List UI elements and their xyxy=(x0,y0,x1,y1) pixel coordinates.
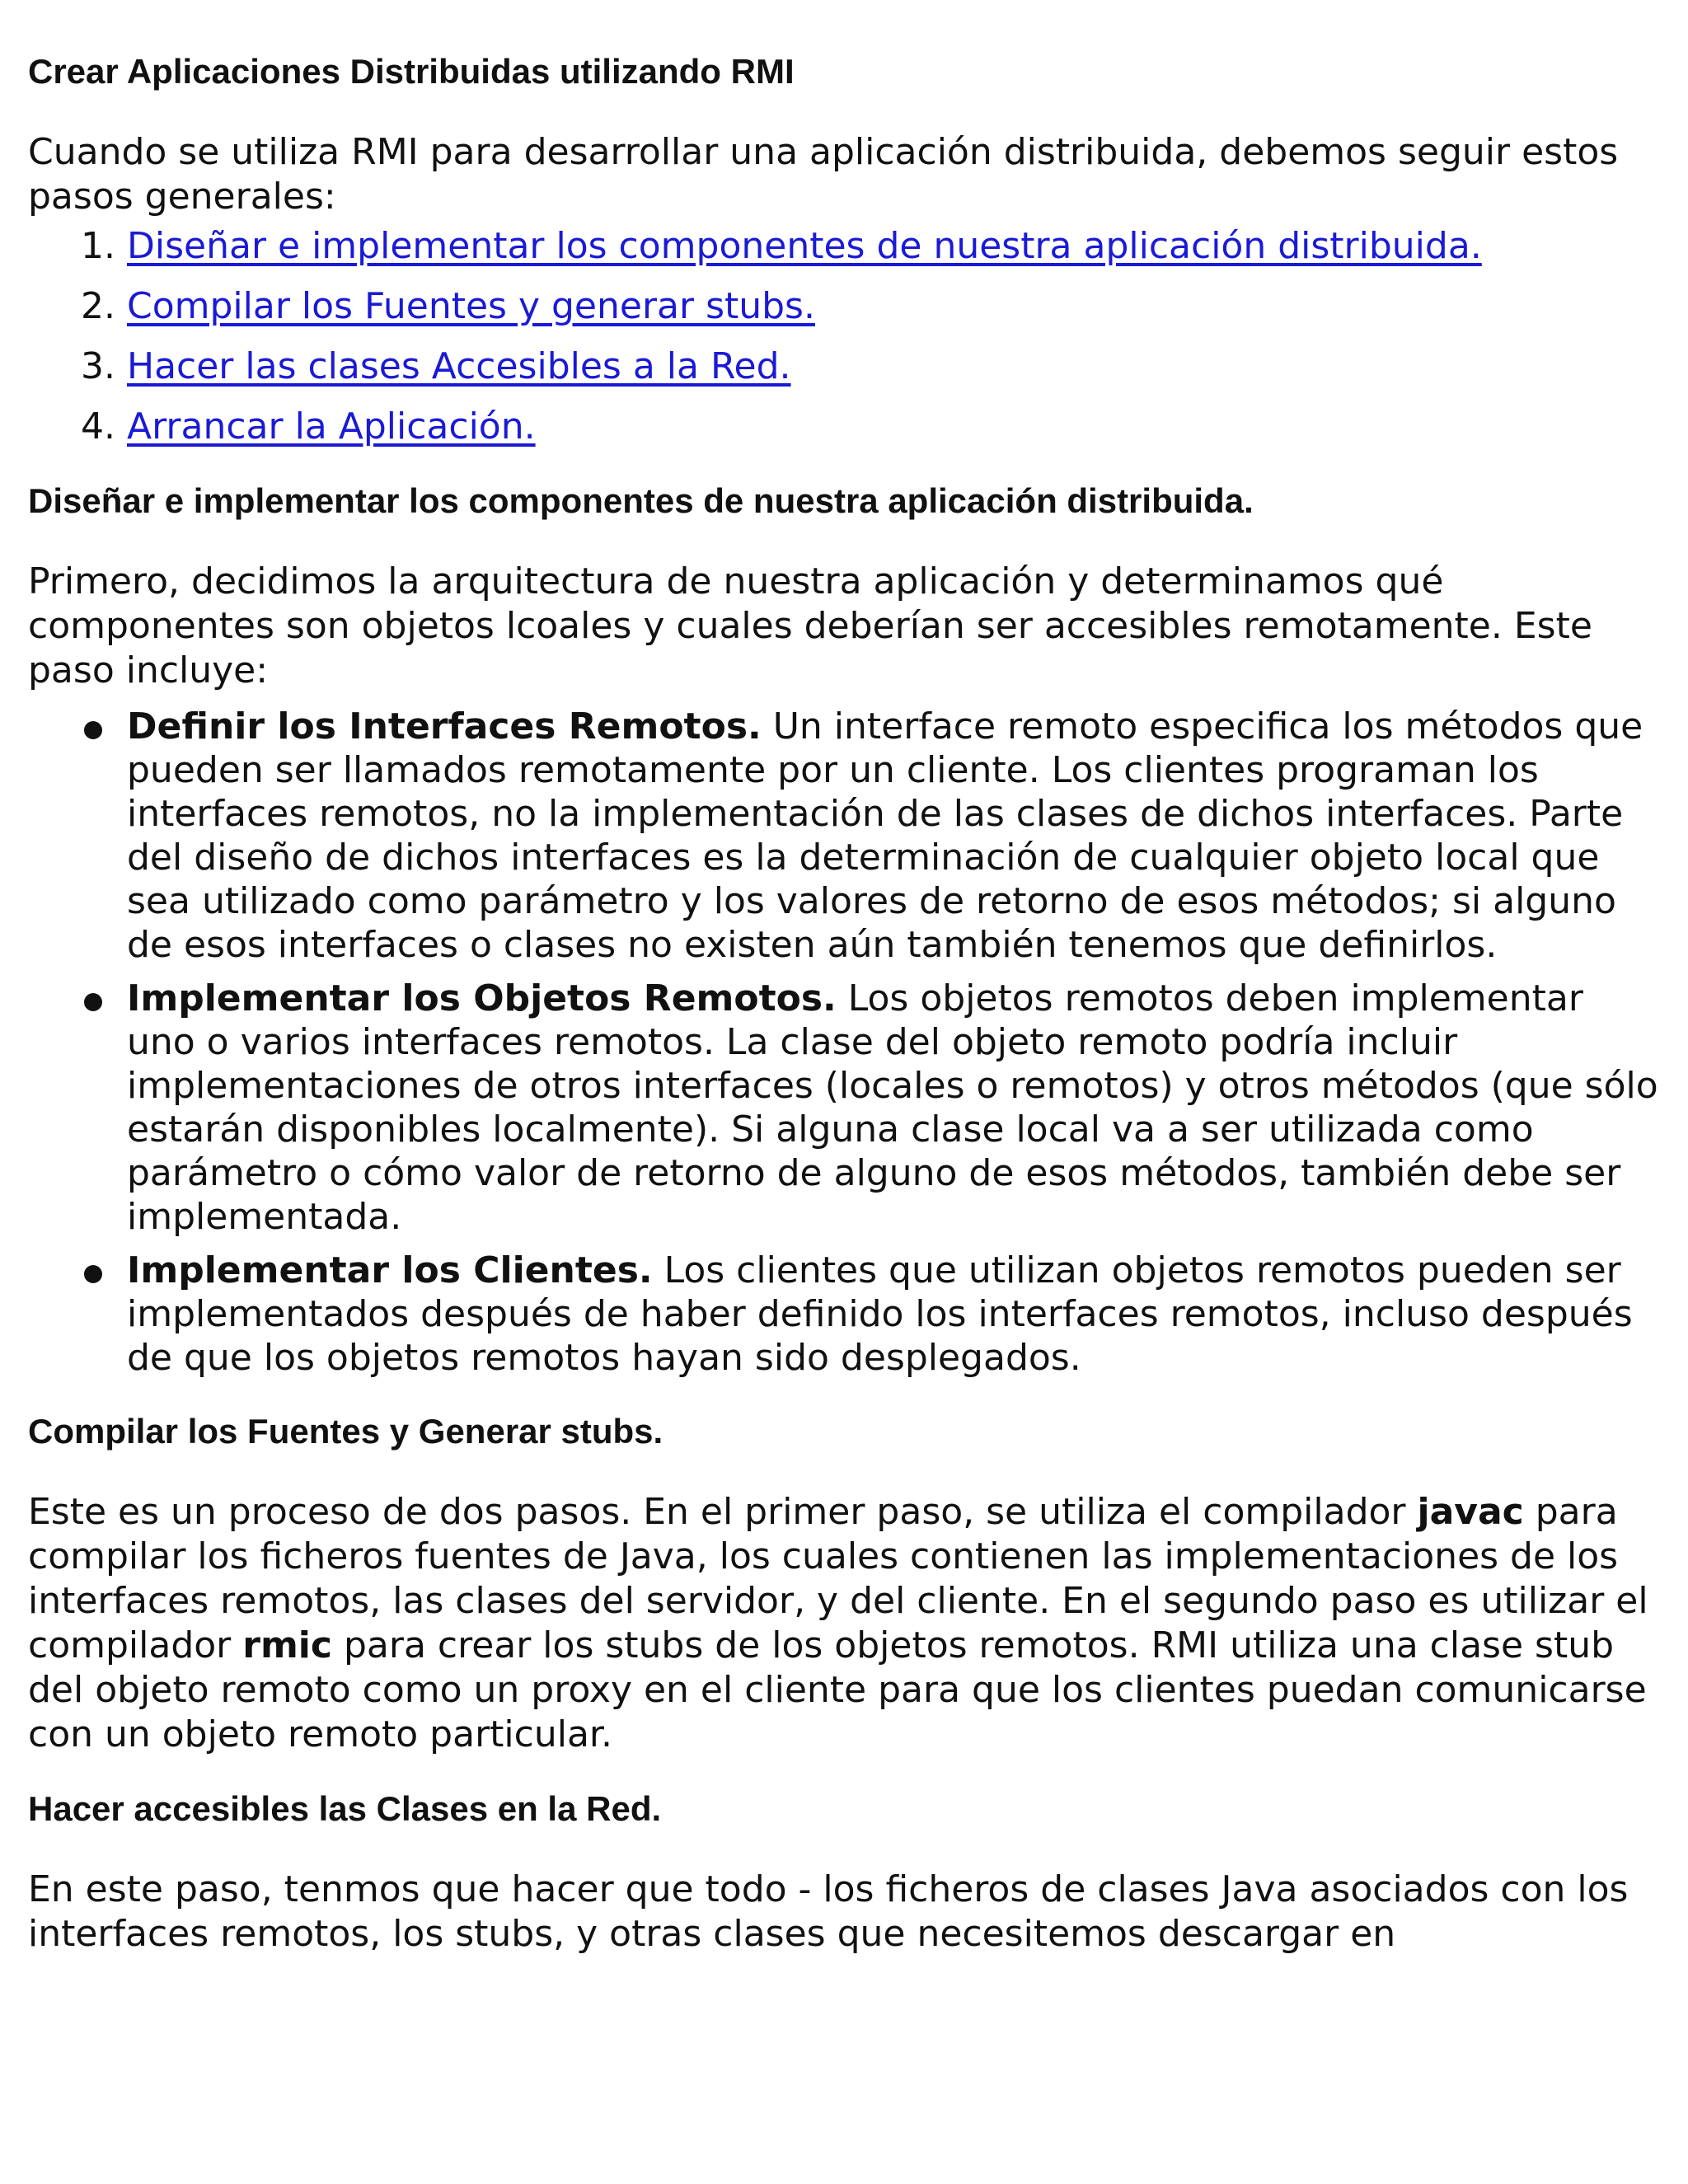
step-link-network[interactable]: Hacer las clases Accesibles a la Red. xyxy=(127,345,791,387)
item-term: Definir los Interfaces Remotos. xyxy=(127,705,762,748)
step-link-start[interactable]: Arrancar la Aplicación. xyxy=(127,405,536,448)
design-items-list xyxy=(28,705,1660,1380)
rmic-command: rmic xyxy=(242,1624,332,1666)
step-link-compile[interactable]: Compilar los Fuentes y generar stubs. xyxy=(127,285,815,327)
list-item-define-interfaces xyxy=(127,705,1660,967)
bullet-icon xyxy=(84,721,102,739)
javac-command: javac xyxy=(1417,1491,1524,1533)
section-heading-compile: Compilar los Fuentes y Generar stubs. xyxy=(28,1412,663,1451)
page-title: Crear Aplicaciones Distribuidas utilizando RMI xyxy=(28,52,795,91)
item-text: Los objetos remotos deben implementar uno o varios interfaces remotos. La clase del objeto remoto podría incluir implementaciones de otros interfaces (locales o remotos) y otros métodos (que sólo estarán disponibles localmente). Si alguna clase local va a ser utilizada como parámetro o cómo valor de retorno de alguno de esos métodos, también debe ser implementada. xyxy=(127,977,1658,1238)
section-heading-network: Hacer accesibles las Clases en la Red. xyxy=(28,1789,662,1828)
bullet-icon xyxy=(84,993,102,1011)
step-item-4 xyxy=(127,405,1660,449)
step-item-1 xyxy=(127,224,1660,269)
item-text: Los clientes que utilizan objetos remotos pueden ser implementados después de haber definido los interfaces remotos, incluso después de que los objetos remotos hayan sido desplegados. xyxy=(127,1249,1633,1379)
intro-paragraph: Cuando se utiliza RMI para desarrollar una aplicación distribuida, debemos seguir estos pasos generales: xyxy=(28,131,1619,218)
item-term: Implementar los Clientes. xyxy=(127,1249,653,1291)
bullet-icon xyxy=(84,1265,102,1283)
section-paragraph-design: Primero, decidimos la arquitectura de nuestra aplicación y determinamos qué componentes son objetos lcoales y cuales deberían ser accesibles remotamente. Este paso incluye: xyxy=(28,560,1592,691)
paragraph-text: Este es un proceso de dos pasos. En el primer paso, se utiliza el compilador xyxy=(28,1491,1418,1533)
section-paragraph-compile xyxy=(28,1490,1660,1757)
list-item-implement-objects xyxy=(127,977,1660,1239)
step-item-2 xyxy=(127,284,1660,329)
paragraph-text: para crear los stubs de los objetos remotos. RMI utiliza una clase stub del objeto remoto como un proxy en el cliente para que los clientes puedan comunicarse con un objeto remoto particular. xyxy=(28,1624,1647,1755)
list-item-implement-clients xyxy=(127,1249,1660,1380)
section-paragraph-network: En este paso, tenmos que hacer que todo - los ficheros de clases Java asociados con los interfaces remotos, los stubs, y otras clases que necesitemos descargar en xyxy=(28,1868,1629,1955)
item-text: Un interface remoto especifica los métodos que pueden ser llamados remotamente por un cliente. Los clientes programan los interfaces remotos, no la implementación de las clases de dichos interfaces. Parte del diseño de dichos interfaces es la determinación de cualquier objeto local que sea utilizado como parámetro y los valores de retorno de esos métodos; si alguno de esos interfaces o clases no existen aún también tenemos que definirlos. xyxy=(127,705,1643,966)
step-item-3 xyxy=(127,344,1660,389)
step-link-design[interactable]: Diseñar e implementar los componentes de nuestra aplicación distribuida. xyxy=(127,225,1482,267)
paragraph-text: para compilar los ficheros fuentes de Java, los cuales contienen las implementaciones de los interfaces remotos, las clases del servidor, y del cliente. En el segundo paso es utilizar el compilador xyxy=(28,1491,1648,1666)
section-heading-design: Diseñar e implementar los componentes de nuestra aplicación distribuida. xyxy=(28,481,1254,520)
steps-list xyxy=(28,224,1660,449)
item-term: Implementar los Objetos Remotos. xyxy=(127,977,837,1019)
